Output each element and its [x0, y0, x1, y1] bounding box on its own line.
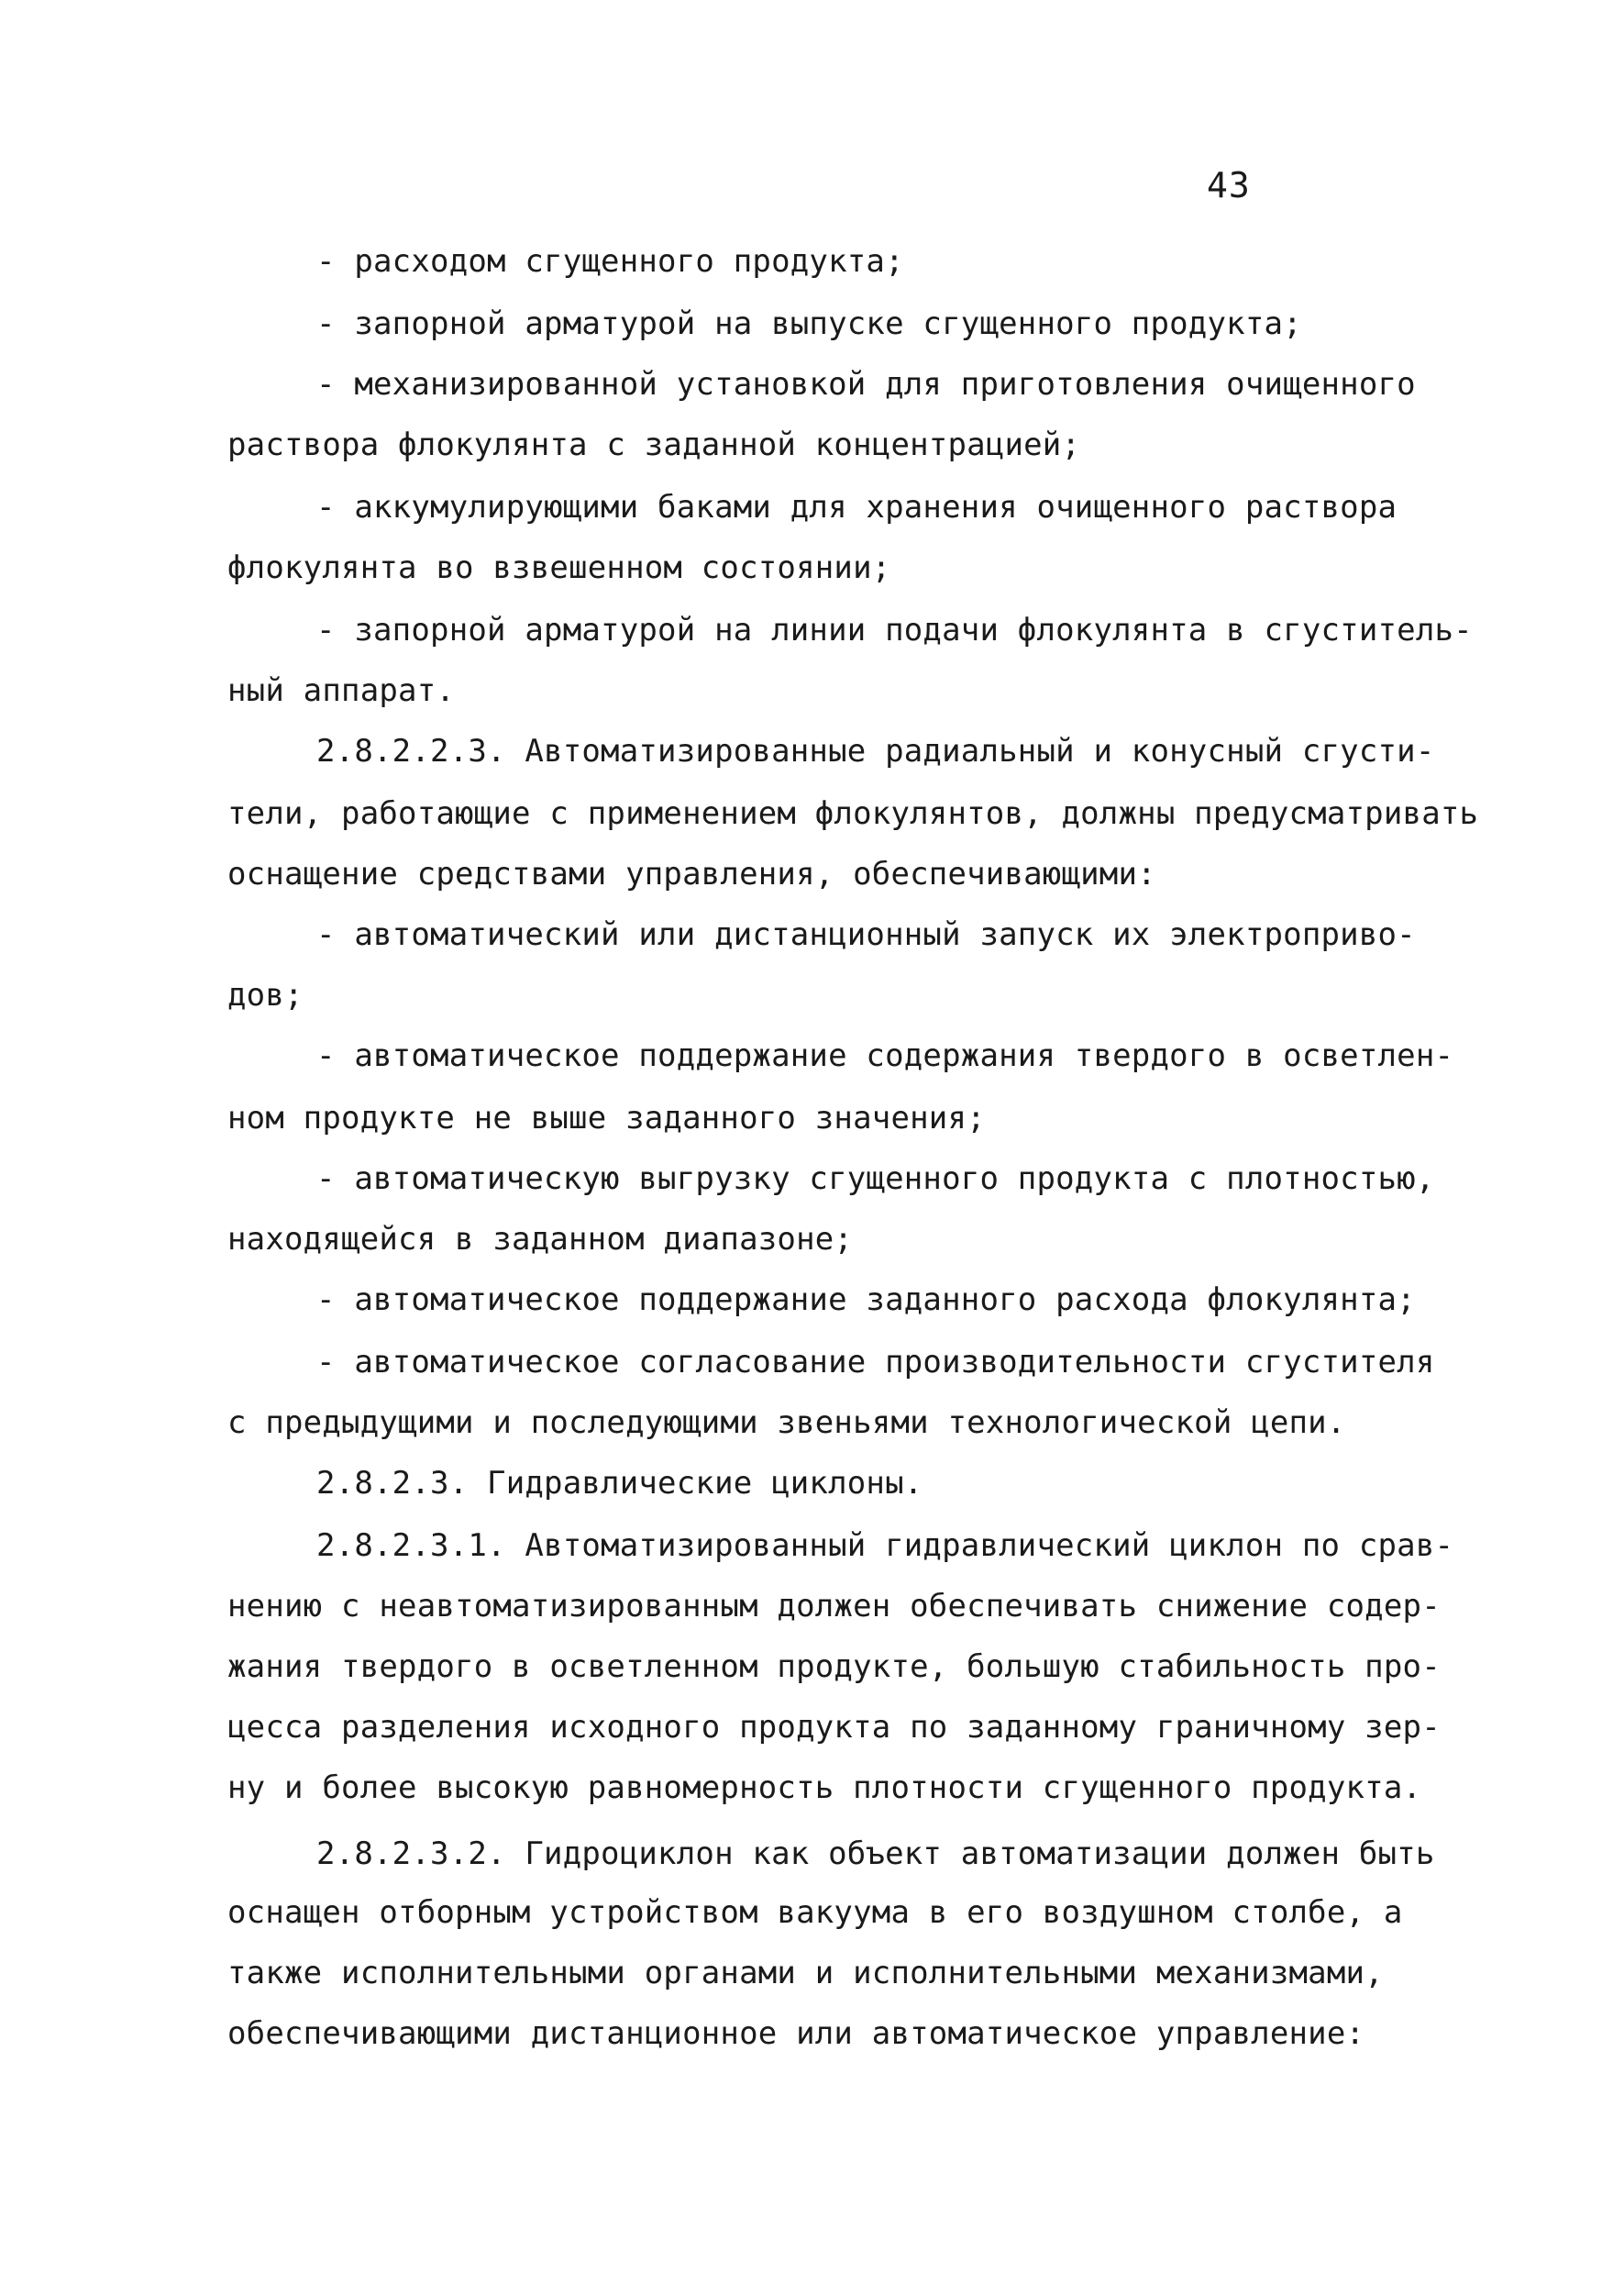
text-line: - автоматическое согласование производительности сгустителя — [316, 1344, 1435, 1380]
text-line: - расходом сгущенного продукта; — [316, 243, 904, 280]
text-line: нению с неавтоматизированным должен обеспечивать снижение содер- — [227, 1588, 1441, 1624]
text-line: раствора флокулянта с заданной концентрацией; — [227, 427, 1081, 463]
text-line: ну и более высокую равномерность плотности сгущенного продукта. — [227, 1769, 1422, 1806]
text-line: 2.8.2.3.1. Автоматизированный гидравлический циклон по срав- — [316, 1527, 1454, 1564]
text-line: флокулянта во взвешенном состоянии; — [227, 549, 891, 586]
text-line: жания твердого в осветленном продукте, большую стабильность про- — [227, 1648, 1441, 1685]
text-line: дов; — [227, 977, 304, 1014]
text-line: ном продукте не выше заданного значения; — [227, 1100, 986, 1136]
text-line: оснащен отборным устройством вакуума в его воздушном столбе, а — [227, 1894, 1403, 1931]
text-line: 2.8.2.2.3. Автоматизированные радиальный и конусный сгусти- — [316, 733, 1435, 770]
text-line: - автоматическую выгрузку сгущенного продукта с плотностью, — [316, 1160, 1435, 1197]
text-line: - автоматический или дистанционный запуск их электроприво- — [316, 916, 1416, 953]
text-line: с предыдущими и последующими звеньями технологической цепи. — [227, 1404, 1346, 1441]
text-line: обеспечивающими дистанционное или автоматическое управление: — [227, 2015, 1365, 2052]
text-line: - механизированной установкой для приготовления очищенного — [316, 366, 1416, 403]
text-line: также исполнительными органами и исполнительными механизмами, — [227, 1955, 1384, 1991]
text-line: 2.8.2.3. Гидравлические циклоны. — [316, 1465, 923, 1502]
text-line: - запорной арматурой на выпуске сгущенного продукта; — [316, 305, 1302, 342]
text-line: находящейся в заданном диапазоне; — [227, 1221, 854, 1258]
text-line: тели, работающие с применением флокулянтов, должны предусматривать — [227, 795, 1479, 832]
text-line: - запорной арматурой на линии подачи флокулянта в сгуститель- — [316, 612, 1473, 649]
text-line: 2.8.2.3.2. Гидроциклон как объект автоматизации должен быть — [316, 1835, 1435, 1872]
page-number: 43 — [1207, 165, 1251, 205]
text-line: цесса разделения исходного продукта по заданному граничному зер- — [227, 1709, 1441, 1746]
text-line: - автоматическое поддержание содержания твердого в осветлен- — [316, 1037, 1454, 1074]
text-line: оснащение средствами управления, обеспечивающими: — [227, 856, 1156, 893]
text-line: ный аппарат. — [227, 672, 456, 709]
text-line: - аккумулирующими баками для хранения очищенного раствора — [316, 489, 1398, 526]
text-line: - автоматическое поддержание заданного расхода флокулянта; — [316, 1281, 1416, 1318]
